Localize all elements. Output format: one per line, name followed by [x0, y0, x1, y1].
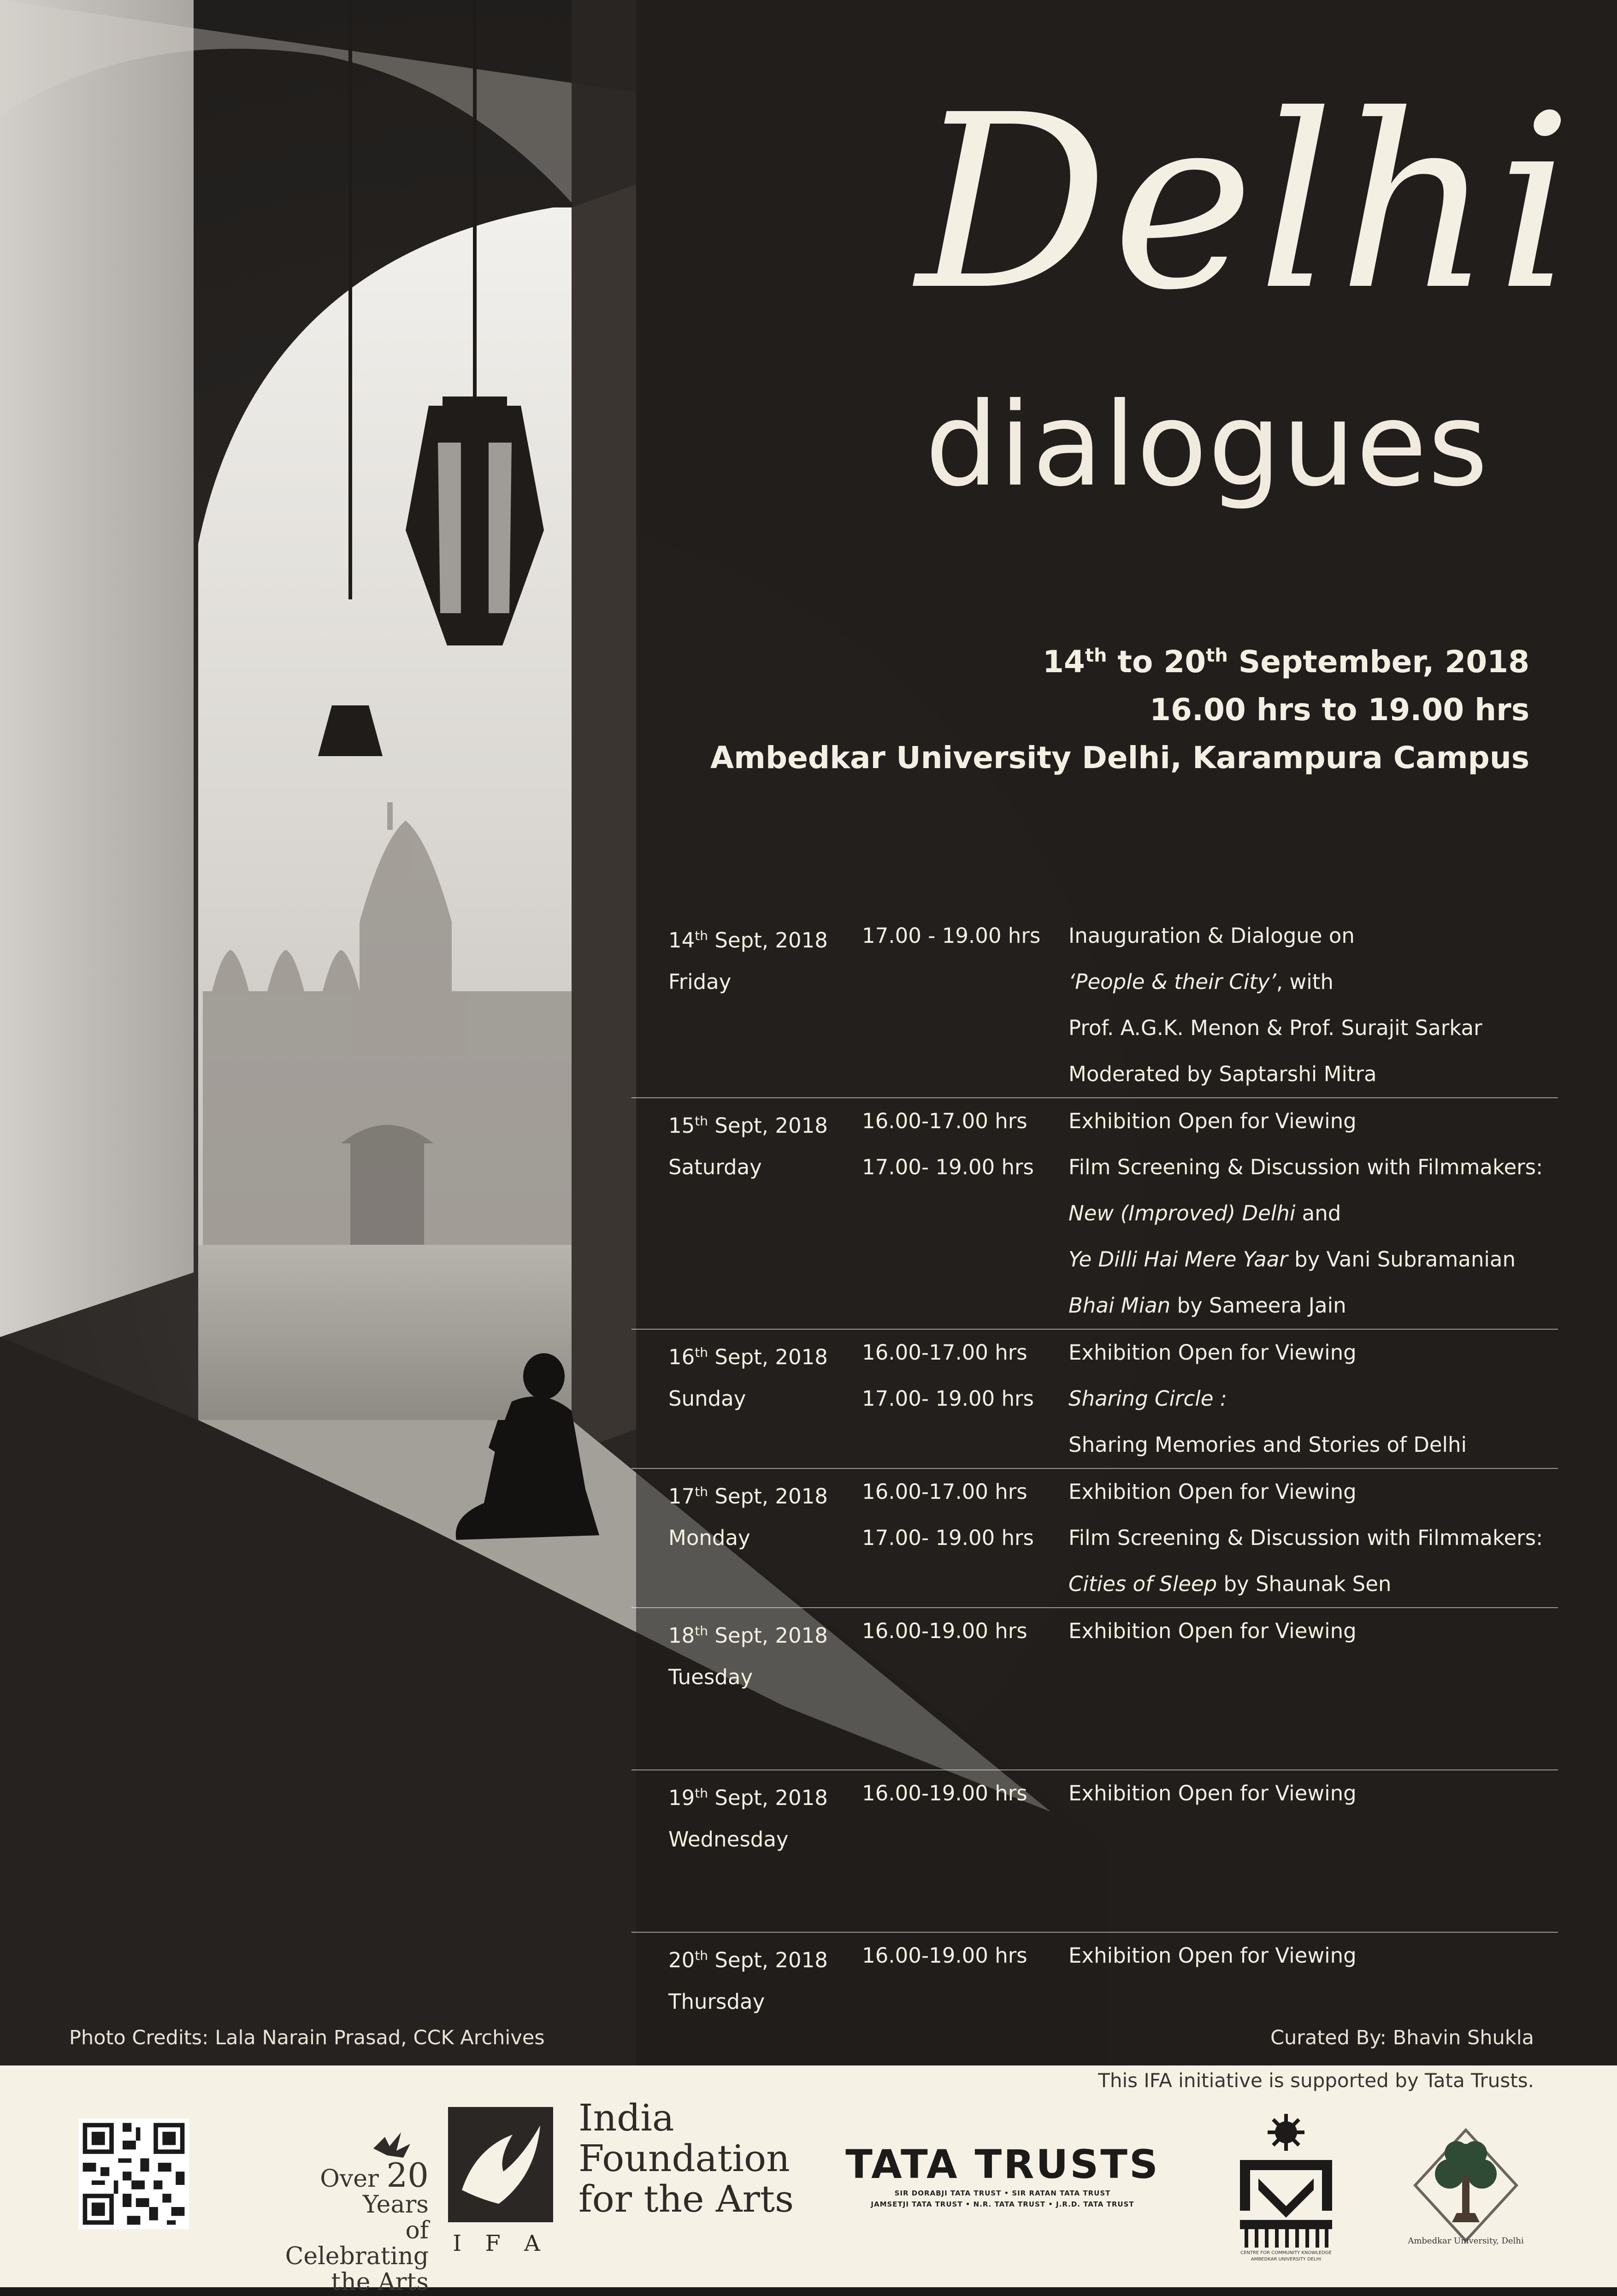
schedule-row: [631, 1608, 1558, 1770]
event-dates: 14th to 20th September, 2018: [1042, 644, 1529, 680]
ambedkar-university-caption: Ambedkar University, Delhi: [1408, 2236, 1524, 2246]
schedule-weekday: Friday: [668, 970, 732, 994]
schedule-time: 16.00-17.00 hrs 17.00- 19.00 hrs: [862, 1340, 1034, 1411]
schedule-row: [631, 1469, 1558, 1608]
ifa-bird-icon: [448, 2107, 553, 2222]
cck-logo-icon[interactable]: [1226, 2114, 1346, 2252]
schedule-activity: Exhibition Open for Viewing: [1068, 1943, 1357, 1968]
schedule-date: 19th Sept, 2018 Wednesday: [668, 1770, 871, 1863]
event-info: [710, 632, 1529, 782]
schedule-activity: Exhibition Open for Viewing: [1068, 1781, 1357, 1805]
schedule-row: [631, 1933, 1558, 2025]
tata-trusts-logo[interactable]: TATA TRUSTS SIR DORABJI TATA TRUST • SIR RATAN TATA TRUST JAMSETJI TATA TRUST • N.R. TATA TRUST • J.R.D. TATA TRUST: [845, 2142, 1160, 2208]
schedule-time: 17.00 - 19.00 hrs: [862, 923, 1041, 948]
event-hours: 16.00 hrs to 19.00 hrs: [1150, 692, 1529, 728]
schedule-time: 16.00-17.00 hrs 17.00- 19.00 hrs: [862, 1479, 1034, 1550]
schedule-date: 18th Sept, 2018 Tuesday: [668, 1608, 871, 1700]
schedule-date: 16th Sept, 2018 Sunday: [668, 1330, 871, 1422]
ifa-anniversary-tag: Over 20 Years of Celebrating the Arts: [272, 2130, 429, 2295]
schedule-row: [631, 1330, 1558, 1469]
schedule-time: 16.00-19.00 hrs: [862, 1781, 1027, 1805]
schedule-weekday: Sunday: [668, 1386, 746, 1411]
schedule-time: 16.00-19.00 hrs: [862, 1619, 1027, 1643]
schedule-weekday: Monday: [668, 1526, 750, 1550]
qr-code-icon[interactable]: [78, 2118, 189, 2229]
ifa-logo[interactable]: [448, 2107, 553, 2259]
curator-credit: Curated By: Bhavin Shukla: [1270, 2026, 1534, 2049]
schedule-date: 14th Sept, 2018 Friday: [668, 913, 871, 1005]
schedule-row: [631, 1770, 1558, 1933]
sponsor-footer: [0, 2065, 1617, 2296]
schedule-date: 15th Sept, 2018 Saturday: [668, 1098, 871, 1190]
support-note: This IFA initiative is supported by Tata Trusts.: [1098, 2069, 1534, 2092]
schedule-activity: Exhibition Open for Viewing Film Screening & Discussion with Filmmakers: New (Improved) Delhi and Ye Dilli Hai Mere Yaar by Vani Subramanian Bhai Mian by Sameera Jain: [1068, 1109, 1543, 1318]
ifa-name: India Foundation for the Arts: [578, 2096, 794, 2220]
schedule-weekday: Thursday: [668, 1989, 765, 2014]
schedule-date: 17th Sept, 2018 Monday: [668, 1469, 871, 1561]
event-venue: Ambedkar University Delhi, Karampura Campus: [710, 740, 1529, 775]
cck-caption: CENTRE FOR COMMUNITY KNOWLEDGE AMBEDKAR UNIVERSITY DELHI: [1240, 2250, 1332, 2262]
photo-credit: Photo Credits: Lala Narain Prasad, CCK Archives: [69, 2026, 545, 2049]
schedule-table: [631, 913, 1558, 2025]
schedule-row: [631, 913, 1558, 1098]
schedule-row: [631, 1098, 1558, 1330]
schedule-weekday: Wednesday: [668, 1827, 789, 1852]
schedule-weekday: Tuesday: [668, 1665, 753, 1689]
schedule-time: 16.00-17.00 hrs 17.00- 19.00 hrs: [862, 1109, 1034, 1179]
title-subtitle: dialogues: [925, 378, 1489, 512]
schedule-time: 16.00-19.00 hrs: [862, 1943, 1027, 1968]
schedule-date: 20th Sept, 2018 Thursday: [668, 1933, 871, 2025]
schedule-weekday: Saturday: [668, 1155, 762, 1179]
ifa-mark-text: I F A: [453, 2231, 549, 2256]
schedule-activity: Inauguration & Dialogue on ‘People & their City’, with Prof. A.G.K. Menon & Prof. Surajit Sarkar Moderated by Saptarshi Mitra: [1068, 923, 1482, 1086]
title-script: Delhi: [916, 63, 1576, 343]
schedule-activity: Exhibition Open for Viewing: [1068, 1619, 1357, 1643]
schedule-activity: Exhibition Open for Viewing Film Screening & Discussion with Filmmakers: Cities of Sleep by Shaunak Sen: [1068, 1479, 1543, 1596]
schedule-activity: Exhibition Open for Viewing Sharing Circle : Sharing Memories and Stories of Delhi: [1068, 1340, 1467, 1457]
